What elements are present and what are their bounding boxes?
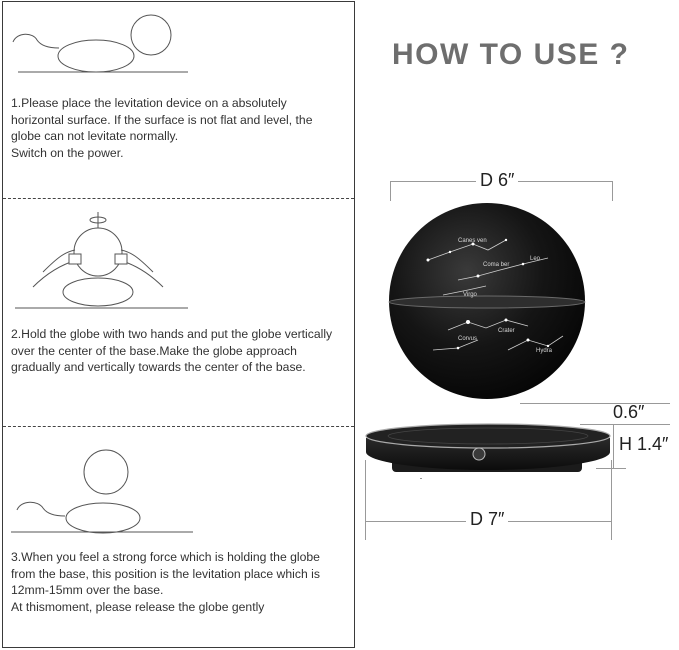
divider: [3, 198, 354, 199]
step3-illustration: [3, 432, 354, 542]
dimension-tick: [365, 460, 366, 540]
globe-label: Virgo: [463, 292, 477, 298]
divider: [3, 426, 354, 427]
power-button-icon: [473, 448, 485, 460]
step1-text: 1.Please place the levitation device on a absolutely horizontal surface. If the surface is not flat and level, the globe can not levitate normally. Switch on the power.: [11, 96, 313, 160]
globe-image: [388, 200, 588, 406]
globe-label: Crater: [498, 328, 515, 334]
base-height-label: H 1.4″: [619, 434, 669, 454]
dimension-tick: [390, 181, 391, 201]
dimension-tick: [612, 181, 613, 201]
step3-text: 3.When you feel a strong force which is holding the globe from the base, this position is the levitation place which is 12mm-15mm over the base. At thismoment, please release the globe gently: [11, 550, 320, 614]
globe-label: Corvus: [458, 336, 478, 342]
instruction-panel: [2, 1, 355, 648]
step1-illustration: [3, 2, 354, 82]
gap-label: 0.6″: [613, 402, 645, 422]
page-title: HOW TO USE ?: [392, 38, 630, 71]
dimension-line: [420, 478, 422, 479]
step2-illustration: [3, 202, 354, 317]
dimension-tick: [611, 460, 612, 540]
globe-label: Leo: [530, 256, 541, 262]
globe-diameter-label: D 6″: [476, 170, 518, 191]
step2-text: 2.Hold the globe with two hands and put the globe vertically over the center of the base.Make the globe approach gradually and vertically towards the center of the base.: [11, 327, 333, 374]
globe-label: Canes ven: [458, 238, 487, 244]
dimension-line: [520, 403, 670, 404]
levitation-base-image: [362, 416, 614, 478]
globe-label: Coma ber: [483, 262, 510, 268]
base-diameter-label: D 7″: [466, 509, 508, 530]
globe-label: Hydra: [536, 348, 553, 354]
